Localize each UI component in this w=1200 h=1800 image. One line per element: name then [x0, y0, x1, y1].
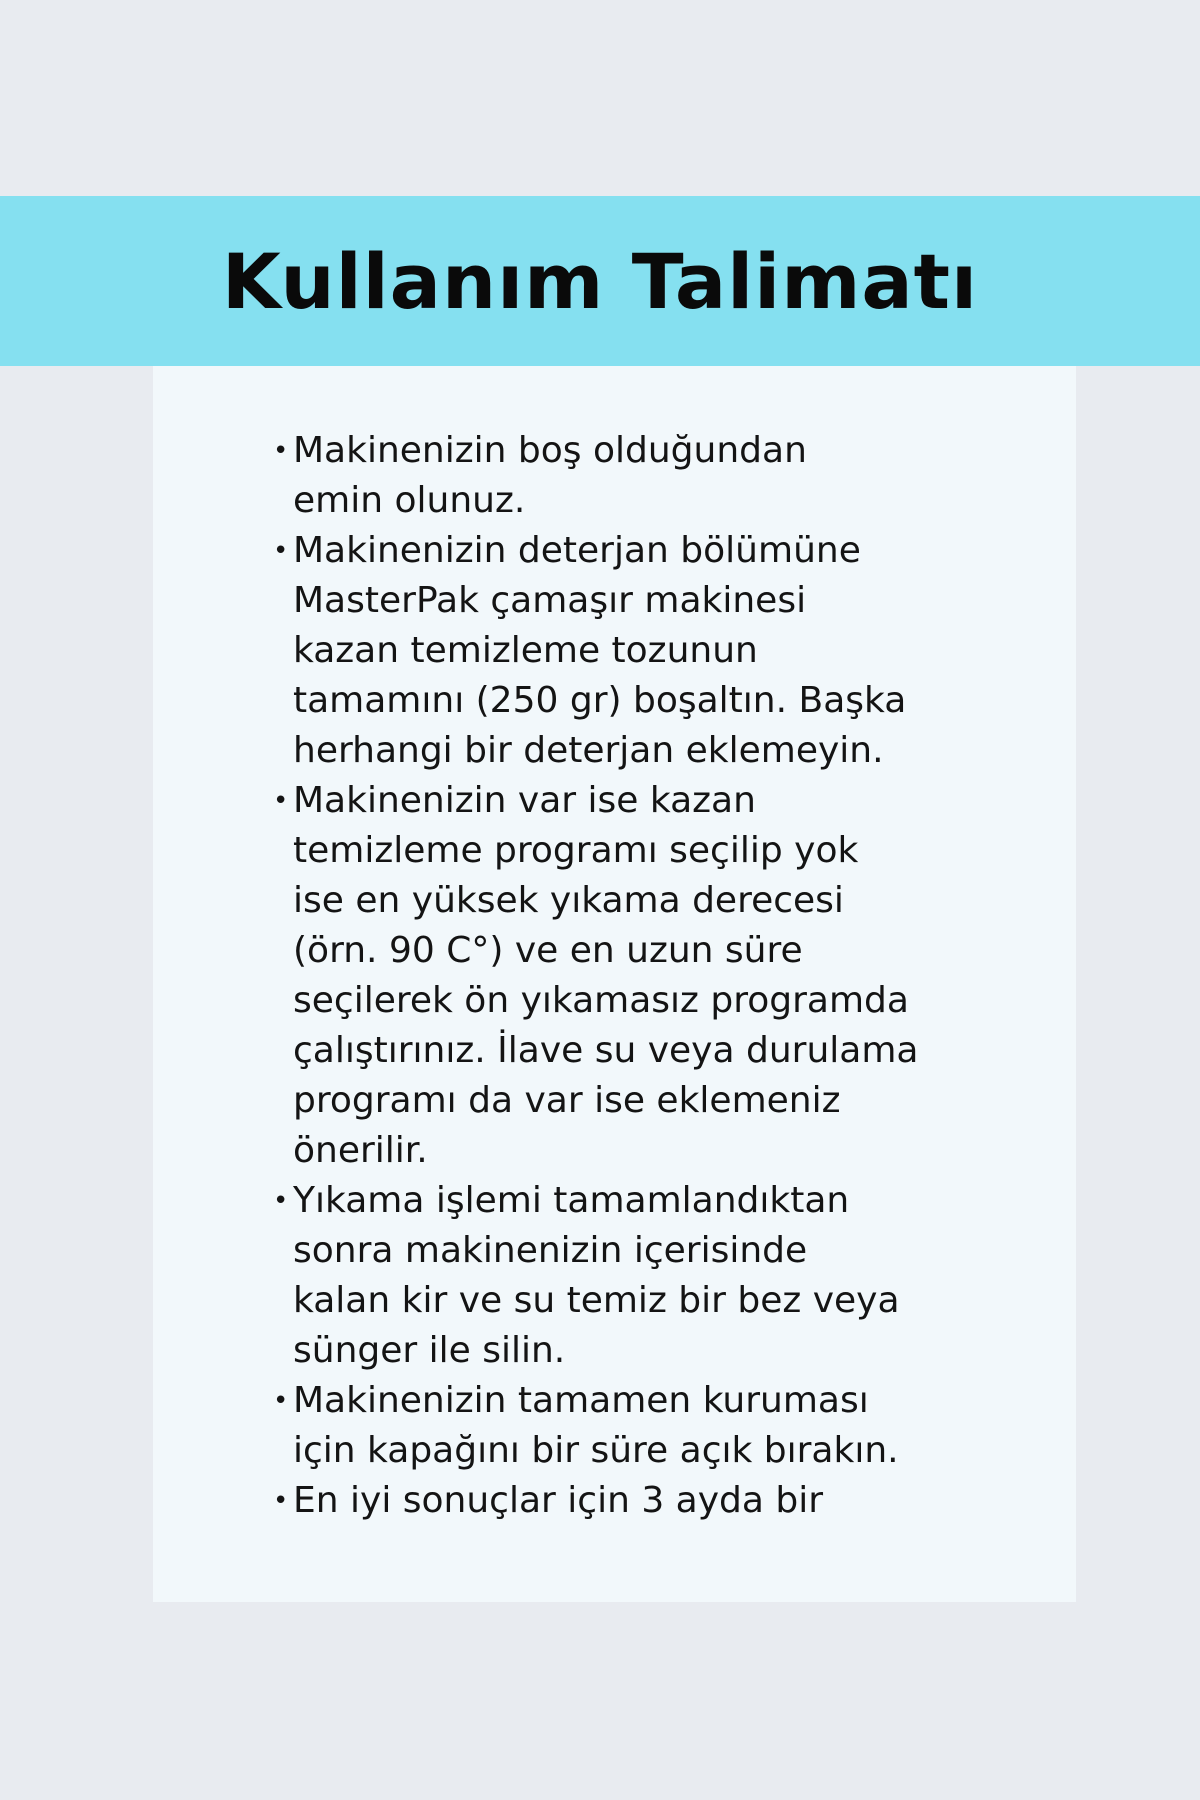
instruction-text: Makinenizin tamamen kuruması için kapağını bir süre açık bırakın. — [293, 1380, 899, 1471]
instruction-item — [273, 1476, 1016, 1526]
instruction-item — [273, 1376, 1016, 1476]
instruction-item — [273, 776, 1016, 1176]
bullet-icon: • — [273, 1386, 289, 1416]
header-band — [0, 196, 1200, 366]
bullet-icon: • — [273, 436, 289, 466]
page-title: Kullanım Talimatı — [221, 236, 979, 326]
instruction-text: Yıkama işlemi tamamlandıktan sonra makinenizin içerisinde kalan kir ve su temiz bir bez veya sünger ile silin. — [293, 1180, 900, 1371]
bullet-icon: • — [273, 1486, 289, 1516]
bullet-icon: • — [273, 536, 289, 566]
bullet-icon: • — [273, 1186, 289, 1216]
instructions-card — [153, 366, 1076, 1602]
instruction-text: En iyi sonuçlar için 3 ayda bir — [293, 1480, 824, 1521]
instruction-text: Makinenizin var ise kazan temizleme programı seçilip yok ise en yüksek yıkama derecesi (örn. 90 C°) ve en uzun süre seçilerek ön yıkamasız programda çalıştırınız. İlave su veya durulama programı da var ise eklemeniz önerilir. — [293, 780, 919, 1171]
instruction-item — [273, 426, 1016, 526]
instruction-text: Makinenizin deterjan bölümüne MasterPak çamaşır makinesi kazan temizleme tozunun tamamını (250 gr) boşaltın. Başka herhangi bir deterjan eklemeyin. — [293, 530, 907, 771]
instruction-item — [273, 526, 1016, 776]
bullet-icon: • — [273, 786, 289, 816]
instruction-item — [273, 1176, 1016, 1376]
instruction-list — [153, 366, 1076, 1526]
instruction-text: Makinenizin boş olduğundan emin olunuz. — [293, 430, 807, 521]
